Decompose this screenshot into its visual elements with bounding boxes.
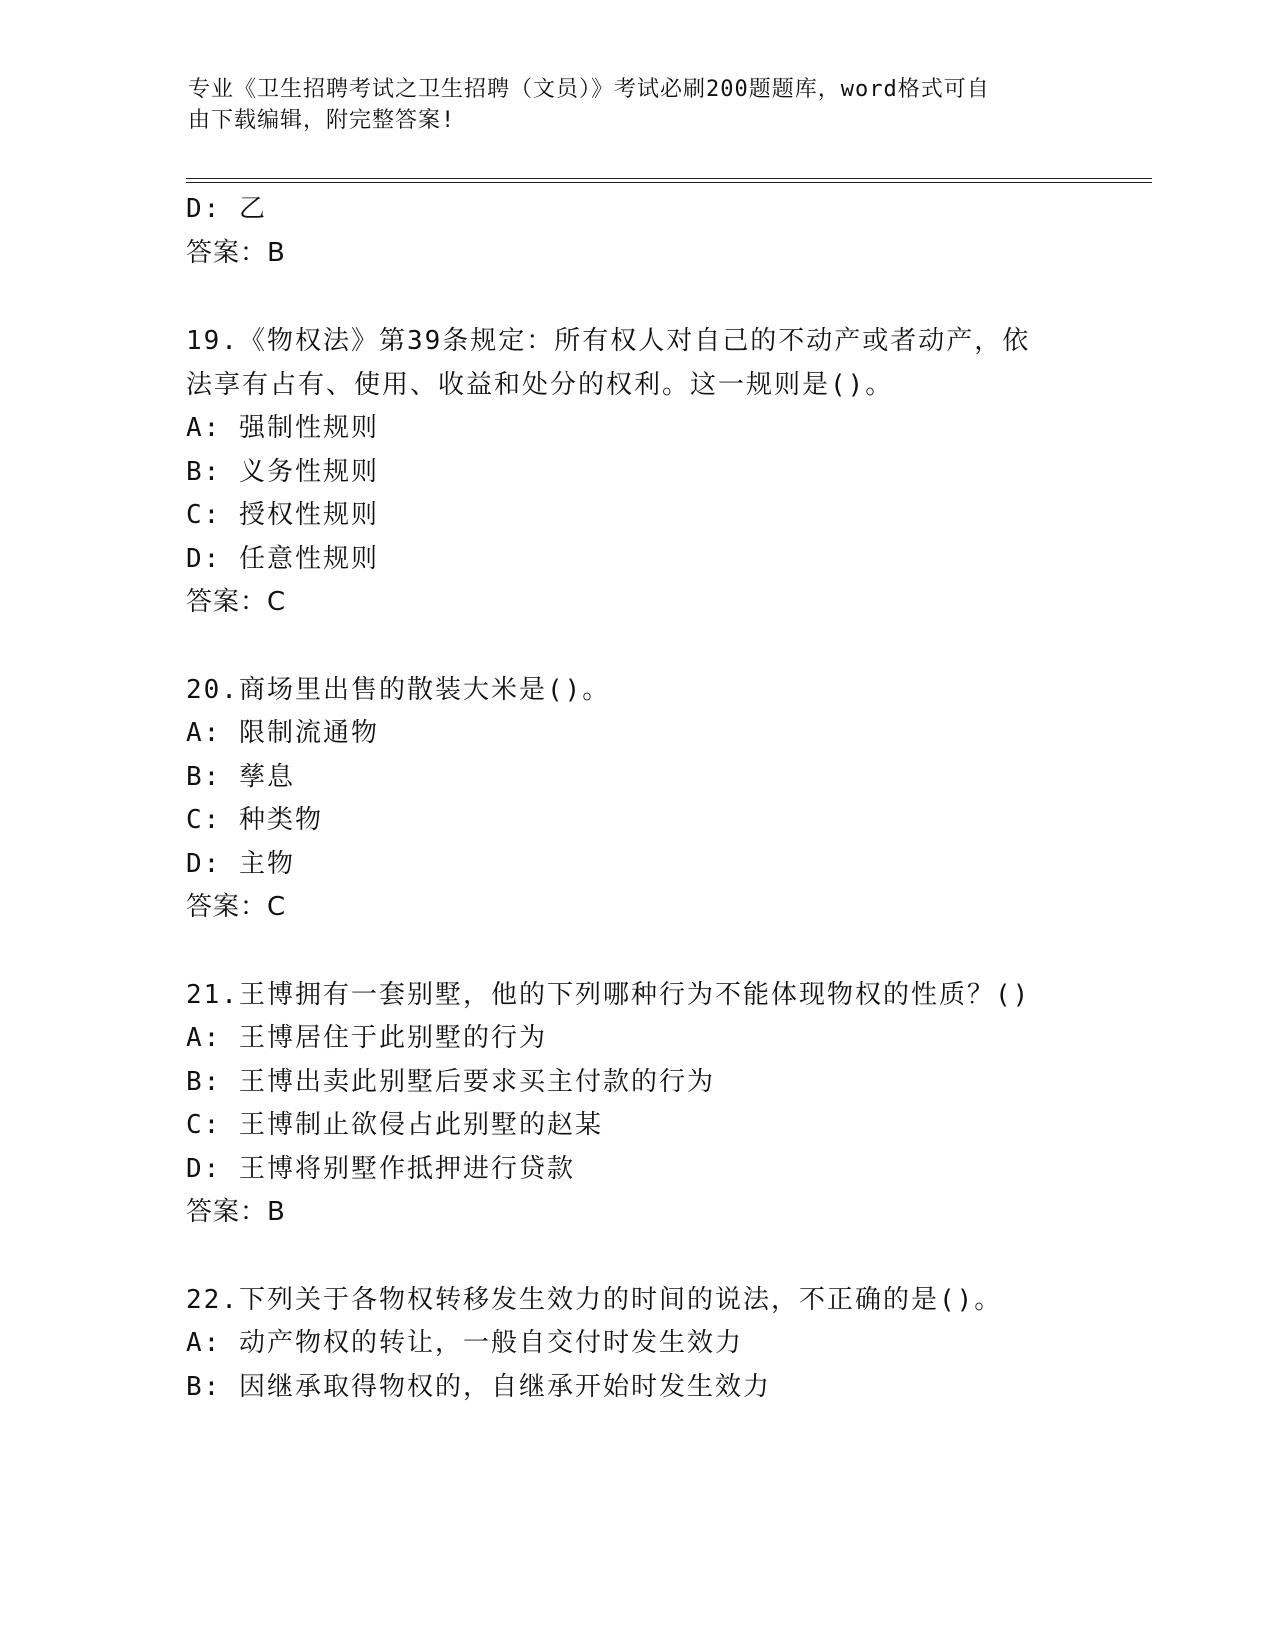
- q21-option-c: C: 王博制止欲侵占此别墅的赵某: [186, 1110, 603, 1140]
- q21-stem-line-1: 21.王博拥有一套别墅，他的下列哪种行为不能体现物权的性质？(): [186, 980, 1031, 1010]
- q20-option-b: B: 孳息: [186, 762, 295, 792]
- header-divider-bottom: [186, 182, 1152, 183]
- q20-option-a: A: 限制流通物: [186, 718, 379, 748]
- q22-stem-line-1: 22.下列关于各物权转移发生效力的时间的说法，不正确的是()。: [186, 1285, 1003, 1315]
- q22-option-b: B: 因继承取得物权的，自继承开始时发生效力: [186, 1372, 771, 1402]
- q19-option-d: D: 任意性规则: [186, 544, 379, 574]
- q20-answer: 答案：C: [186, 892, 287, 922]
- q21-option-b: B: 王博出卖此别墅后要求买主付款的行为: [186, 1067, 715, 1097]
- header-title-line-2: 由下载编辑，附完整答案!: [188, 108, 456, 133]
- q20-stem-line-1: 20.商场里出售的散装大米是()。: [186, 675, 611, 705]
- q20-option-c: C: 种类物: [186, 805, 323, 835]
- document-header: [188, 74, 1068, 136]
- q19-stem-line-1: 19.《物权法》第39条规定：所有权人对自己的不动产或者动产，依: [186, 326, 1031, 356]
- q22-option-a: A: 动产物权的转让，一般自交付时发生效力: [186, 1328, 743, 1358]
- q20-option-d: D: 主物: [186, 849, 295, 879]
- q19-stem-line-2: 法享有占有、使用、收益和处分的权利。这一规则是()。: [186, 370, 894, 400]
- header-title-line-1: 专业《卫生招聘考试之卫生招聘（文员）》考试必刷200题题库，word格式可自: [188, 77, 990, 102]
- q19-option-a: A: 强制性规则: [186, 413, 379, 443]
- q21-option-d: D: 王博将别墅作抵押进行贷款: [186, 1154, 575, 1184]
- q21-option-a: A: 王博居住于此别墅的行为: [186, 1023, 547, 1053]
- q19-option-b: B: 义务性规则: [186, 457, 379, 487]
- q19-answer: 答案：C: [186, 587, 287, 617]
- prev-answer: 答案：B: [186, 238, 286, 268]
- prev-option-d: D: 乙: [186, 194, 267, 224]
- q21-answer: 答案：B: [186, 1197, 286, 1227]
- q19-option-c: C: 授权性规则: [186, 500, 379, 530]
- header-divider-top: [186, 178, 1152, 179]
